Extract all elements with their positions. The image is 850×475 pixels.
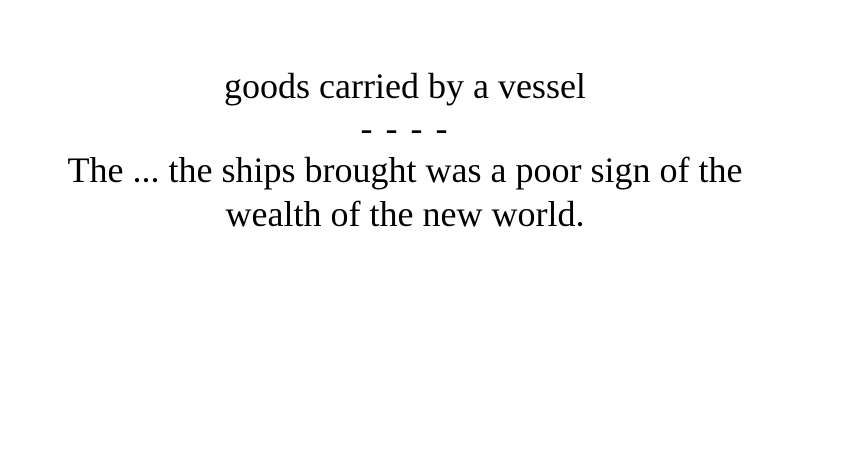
flashcard xyxy=(0,60,810,236)
example-sentence: The ... the ships brought was a poor sign of the wealth of the new world. xyxy=(67,150,743,234)
definition-text: goods carried by a vessel xyxy=(224,66,586,106)
separator: - - - - xyxy=(360,108,450,148)
